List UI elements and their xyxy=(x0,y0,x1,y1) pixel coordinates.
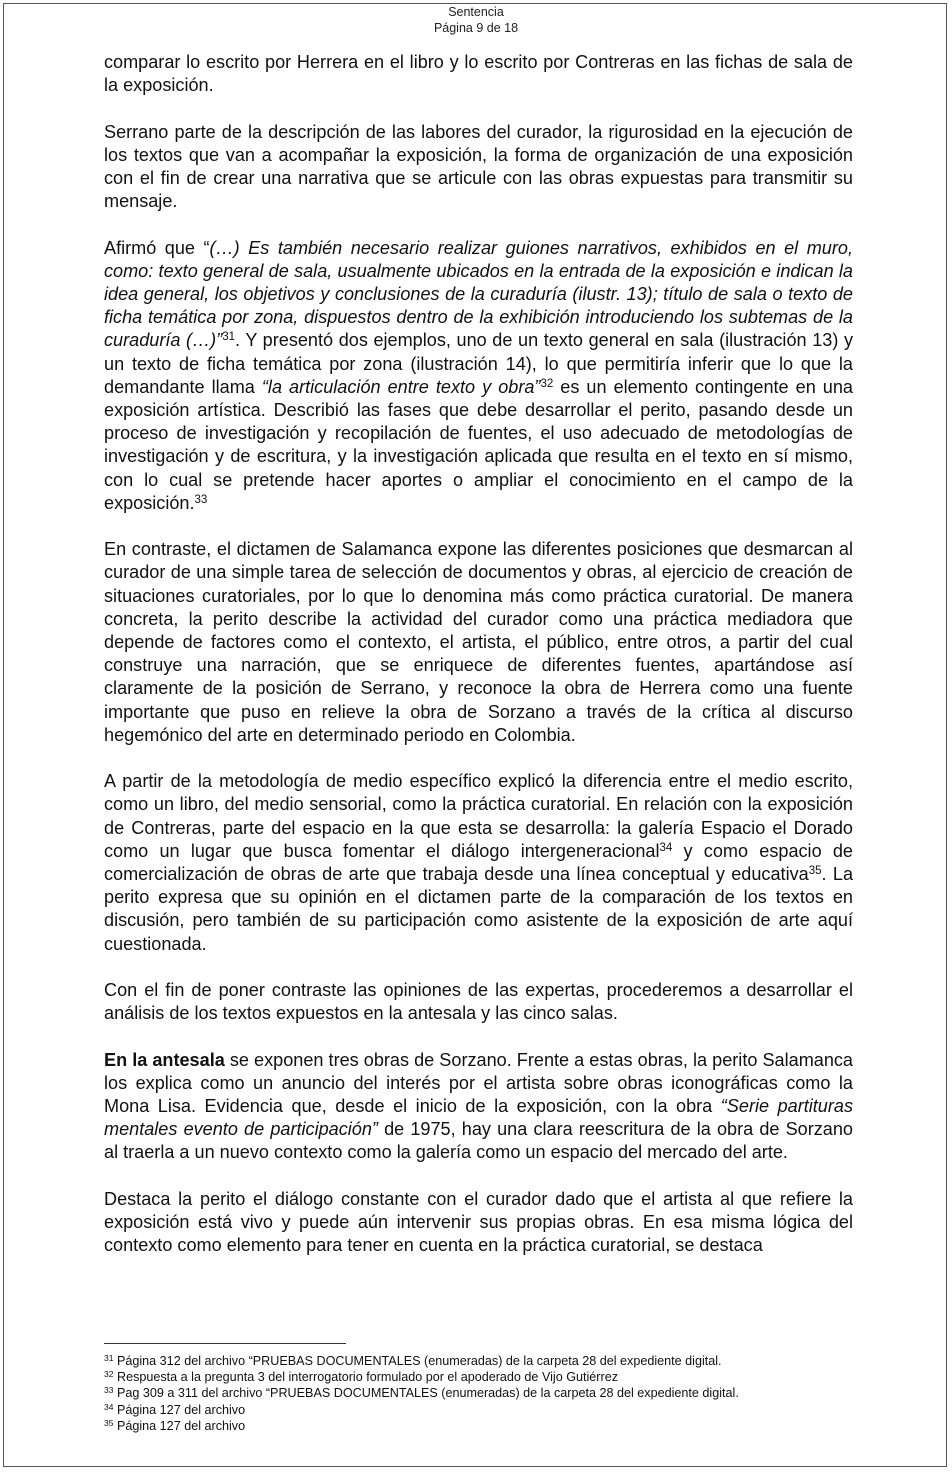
footnotes xyxy=(104,1353,864,1434)
footnote-ref-35: 35 xyxy=(808,865,822,878)
footnote-32: $^{32}$ Respuesta a la pregunta 3 del interrogatorio formulado por el apoderado de Vijo Gutiérrez xyxy=(104,1369,618,1385)
footnote-ref-34: 34 xyxy=(659,841,673,854)
paragraph-8: Destaca la perito el diálogo constante con el curador dado que el artista al que refiere la exposición está vivo y puede aún intervenir sus propias obras. En esa misma lógica del contexto como elemento para tener en cuenta en la práctica curatorial, se destaca xyxy=(104,1188,853,1256)
quote-articulacion: “la articulación entre texto y obra” xyxy=(261,376,541,397)
header-title: Sentencia xyxy=(448,5,504,19)
header-page-number: Página 9 de 18 xyxy=(433,20,519,35)
document-body xyxy=(104,51,853,1257)
footnote-ref-31: 31 xyxy=(222,331,236,344)
paragraph-1: comparar lo escrito por Herrera en el libro y lo escrito por Contreras en las fichas de sala de la exposición. xyxy=(104,52,853,96)
footnote-34: $^{34}$ Página 127 del archivo xyxy=(104,1401,246,1417)
paragraph-3: Afirmó que “(…) Es también necesario realizar guiones narrativos, exhibidos en el muro, como: texto general de sala, usualmente ubicados en la entrada de la exposición e indican la idea general, los objetivos y conclusiones de la curaduría (ilustr. 13); título de sala o texto de ficha temática por zona, dispuestos dentro de la exhibición introduciendo los subtemas de la curaduría (…)”$^{31}$. Y presentó dos ejemplos, uno de un texto general en sala (ilustración 13) y un texto de ficha temática por zona (ilustración 14), lo que permitiría inferir que lo que la demandante llama “la articulación entre texto y obra”$^{32}$ es un elemento contingente en una exposición artística. Describió las fases que debe desarrollar el perito, pasando desde un proceso de investigación y recopilación de fuentes, el uso adecuado de metodologías de investigación y de escritura, y la investigación aplicada que resulta en el texto en sí mismo, con lo cual se pretende hacer aportes o ampliar el conocimiento en el campo de la exposición.$^{33}$ xyxy=(104,237,853,513)
footnote-35: $^{35}$ Página 127 del archivo xyxy=(104,1417,246,1433)
paragraph-6: Con el fin de poner contraste las opiniones de las expertas, procederemos a desarrollar el análisis de los textos expuestos en la antesala y las cinco salas. xyxy=(104,980,853,1024)
footnote-separator xyxy=(104,1343,346,1344)
paragraph-4: En contraste, el dictamen de Salamanca expone las diferentes posiciones que desmarcan al curador de una simple tarea de selección de documentos y obras, al ejercicio de creación de situaciones curatoriales, por lo que lo denomina más como práctica curatorial. De manera concreta, la perito describe la actividad del curador como una práctica mediadora que depende de factores como el contexto, el artista, el público, entre otros, a partir del cual construye una narración, que se enriquece de diferentes fuentes, apartándose así claramente de la posición de Serrano, y reconoce la obra de Herrera como una fuente importante que puso en relieve la obra de Sorzano a través de la crítica al discurso hegemónico del arte en determinado periodo en Colombia. xyxy=(104,539,853,745)
footnote-ref-33: 33 xyxy=(194,493,208,506)
paragraph-7: En la antesala se exponen tres obras de Sorzano. Frente a estas obras, la perito Salamanca los explica como un anuncio del interés por el artista sobre obras iconográficas como la Mona Lisa. Evidencia que, desde el inicio de la exposición, con la obra “Serie partituras mentales evento de participación” de 1975, hay una clara reescritura de la obra de Sorzano al traerla a un nuevo contexto como la galería como un espacio del mercado del arte. xyxy=(104,1049,853,1163)
quote-serrano: (…) Es también necesario realizar guiones narrativos, exhibidos en el muro, como: texto general de sala, usualmente ubicados en la entrada de la exposición e indican la idea general, los objetivos y conclusiones de la curaduría (ilustr. 13); título de sala o texto de ficha temática por zona, dispuestos dentro de la exhibición introduciendo los subtemas de la curaduría (…)” xyxy=(104,237,853,351)
antesala-heading: En la antesala xyxy=(104,1049,225,1070)
page-header xyxy=(0,5,952,36)
paragraph-2: Serrano parte de la descripción de las labores del curador, la rigurosidad en la ejecución de los textos que van a acompañar la exposición, la forma de organización de una exposición con el fin de crear una narrativa que se articule con las obras expuestas para transmitir su mensaje. xyxy=(104,121,853,212)
footnote-31: $^{31}$ Página 312 del archivo “PRUEBAS DOCUMENTALES (enumeradas) de la carpeta 28 del expediente digital. xyxy=(104,1353,722,1368)
footnote-ref-32: 32 xyxy=(540,377,554,390)
artwork-title: “Serie partituras mentales evento de participación” xyxy=(104,1096,853,1140)
paragraph-5: A partir de la metodología de medio específico explicó la diferencia entre el medio escrito, como un libro, del medio sensorial, como la práctica curatorial. En relación con la exposición de Contreras, parte del espacio en la que esta se desarrolla: la galería Espacio el Dorado como un lugar que busca fomentar el diálogo intergeneracional$^{34}$ y como espacio de comercialización de obras de arte que trabaja desde una línea conceptual y educativa$^{35}$. La perito expresa que su opinión en el dictamen parte de la comparación de los textos en discusión, pero también de su participación como asistente de la exposición de arte aquí cuestionada. xyxy=(104,771,854,954)
footnote-33: $^{33}$ Pag 309 a 311 del archivo “PRUEBAS DOCUMENTALES (enumeradas) de la carpeta 28 del expediente digital. xyxy=(104,1385,739,1401)
